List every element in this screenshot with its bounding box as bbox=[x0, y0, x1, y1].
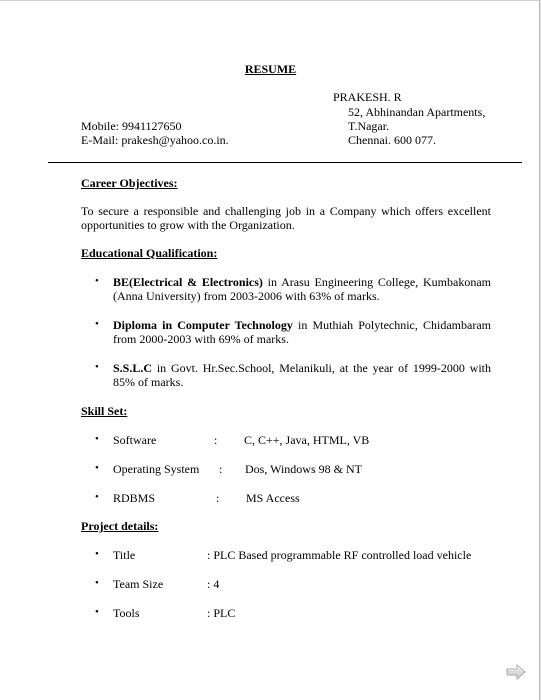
bullet: • bbox=[95, 361, 99, 373]
career-objectives-text: To secure a responsible and challenging job in a Company which offers excellent opportunities to grow with the Organization. bbox=[81, 204, 491, 232]
education-item-text bbox=[113, 275, 491, 303]
education-details: in Muthiah Polytechnic, Chidambaram from 2000-2003 with 69% of marks. bbox=[113, 318, 491, 346]
address-line-1: 52, Abhinandan Apartments, bbox=[348, 105, 486, 119]
education-details: in Govt. Hr.Sec.School, Melanikuli, at the year of 1999-2000 with 85% of marks. bbox=[113, 361, 491, 389]
bullet: • bbox=[95, 548, 99, 560]
skill-label: Software bbox=[113, 433, 157, 447]
page-top-edge bbox=[0, 0, 541, 1]
skill-colon: : bbox=[214, 433, 218, 447]
education-details: in Arasu Engineering College, Kumbakonam (Anna University) from 2003-2006 with 63% of marks. bbox=[113, 275, 491, 303]
education-heading: Educational Qualification: bbox=[81, 246, 218, 260]
bullet: • bbox=[95, 491, 99, 503]
address-line-2: T.Nagar. bbox=[348, 119, 390, 133]
education-degree: Diploma in Computer Technology bbox=[113, 318, 293, 332]
skill-value: MS Access bbox=[246, 491, 300, 505]
skill-colon: : bbox=[219, 462, 223, 476]
bullet: • bbox=[95, 577, 99, 589]
project-details-heading: Project details: bbox=[81, 519, 159, 533]
bullet: • bbox=[95, 462, 99, 474]
project-label: Tools bbox=[113, 606, 140, 620]
education-item-text bbox=[113, 318, 491, 346]
resume-title: RESUME bbox=[244, 62, 297, 76]
next-page-arrow-icon[interactable] bbox=[506, 664, 526, 680]
skill-value: C, C++, Java, HTML, VB bbox=[244, 433, 370, 447]
candidate-name: PRAKESH. R bbox=[333, 90, 402, 104]
education-degree: S.S.L.C bbox=[113, 361, 153, 375]
career-objectives-heading: Career Objectives: bbox=[81, 176, 178, 190]
bullet: • bbox=[95, 318, 99, 330]
skill-set-heading: Skill Set: bbox=[81, 404, 128, 418]
skill-colon: : bbox=[216, 491, 220, 505]
skill-label: RDBMS bbox=[113, 491, 156, 505]
address-line-3: Chennai. 600 077. bbox=[348, 133, 436, 147]
header-divider bbox=[48, 162, 522, 163]
mobile-number: Mobile: 9941127650 bbox=[81, 119, 182, 133]
skill-value: Dos, Windows 98 & NT bbox=[245, 462, 362, 476]
bullet: • bbox=[95, 606, 99, 618]
skill-label: Operating System bbox=[113, 462, 200, 476]
education-degree: BE(Electrical & Electronics) bbox=[113, 275, 263, 289]
project-value: : PLC bbox=[207, 606, 236, 620]
project-label: Team Size bbox=[113, 577, 164, 591]
bullet: • bbox=[95, 275, 99, 287]
education-item-text bbox=[113, 361, 491, 389]
project-label: Title bbox=[113, 548, 136, 562]
project-value: : PLC Based programmable RF controlled load vehicle bbox=[207, 548, 472, 562]
project-value: : 4 bbox=[207, 577, 220, 591]
email-address: E-Mail: prakesh@yahoo.co.in. bbox=[81, 133, 229, 147]
bullet: • bbox=[95, 433, 99, 445]
